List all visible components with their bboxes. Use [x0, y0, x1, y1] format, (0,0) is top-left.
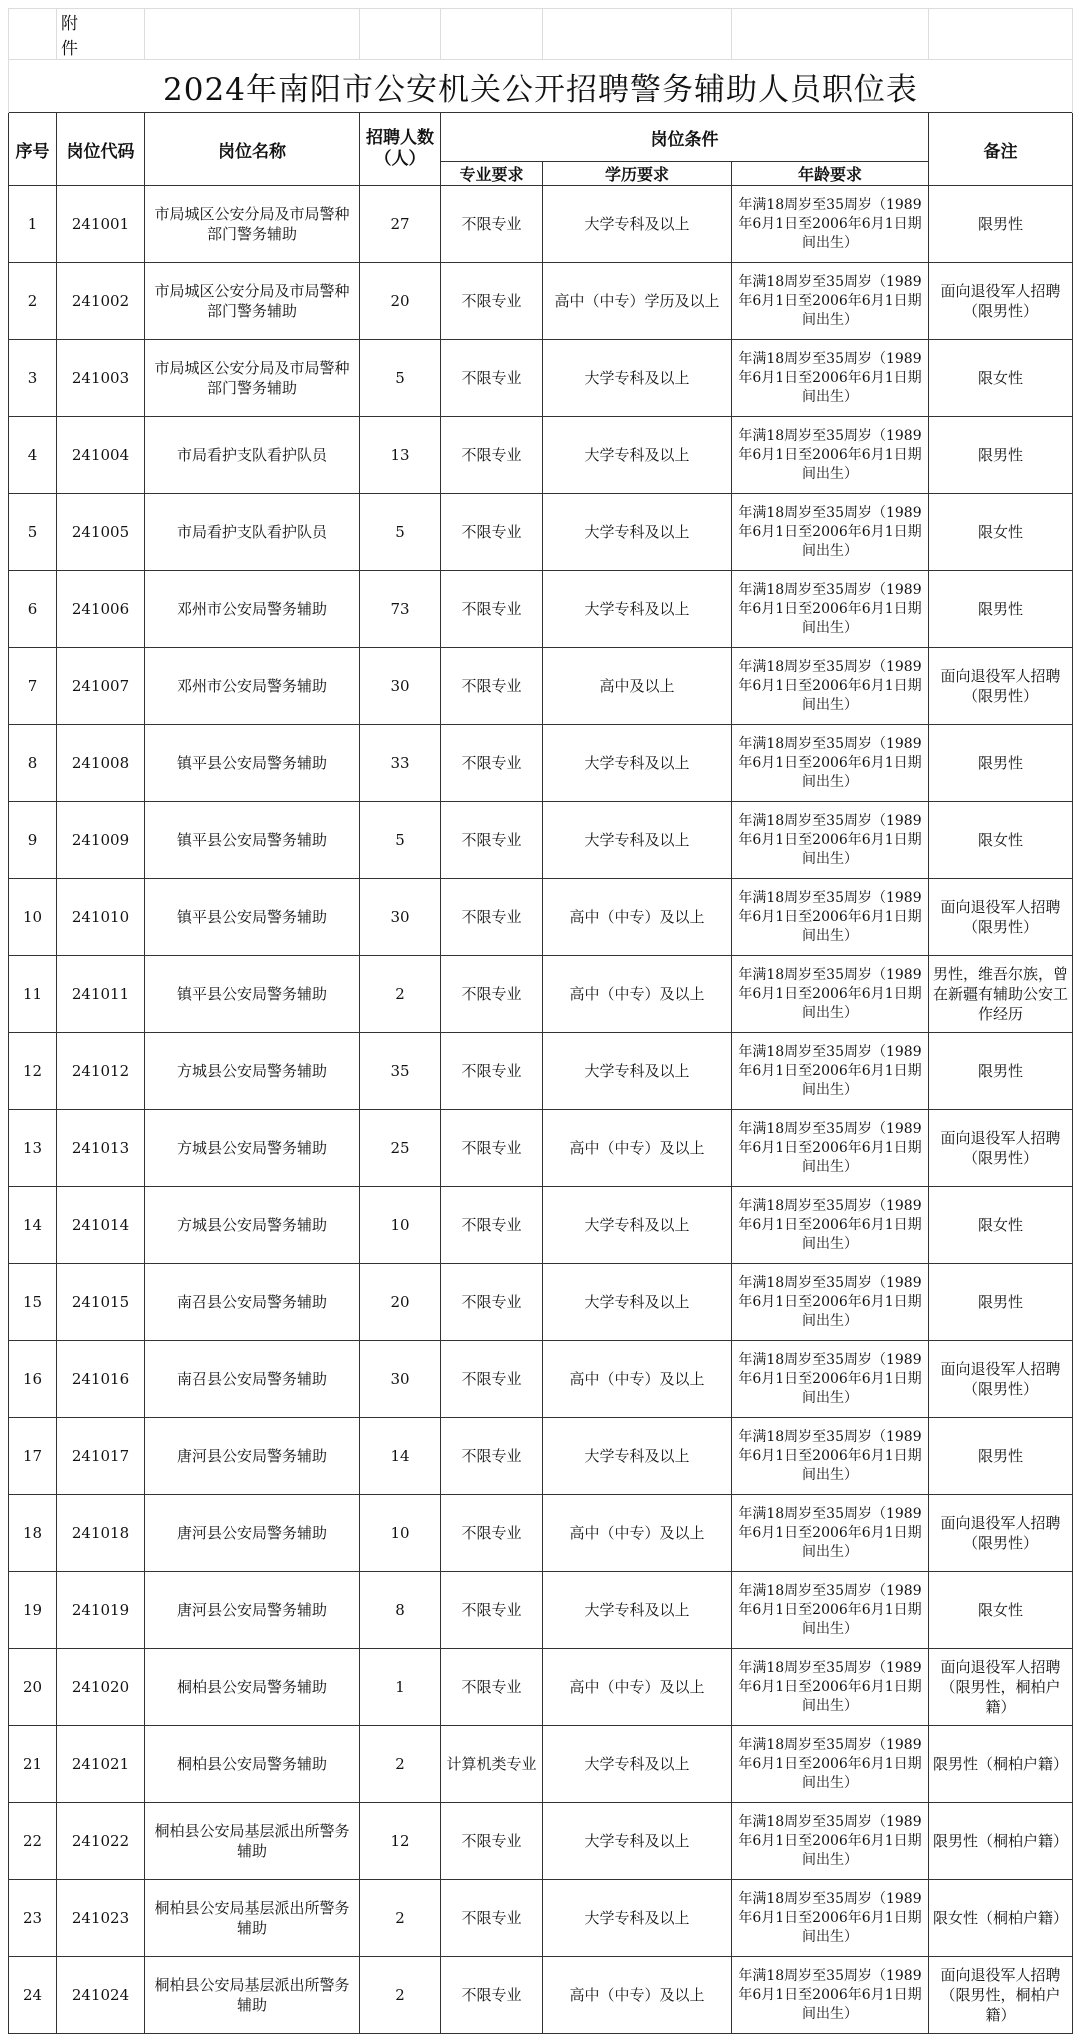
cell-post-name: 市局城区公安分局及市局警种部门警务辅助	[145, 186, 360, 263]
cell-education: 高中（中专）及以上	[543, 1341, 732, 1418]
cell-code: 241003	[57, 340, 145, 417]
cell-count: 25	[360, 1110, 441, 1187]
cell-age: 年满18周岁至35周岁（1989年6月1日至2006年6月1日期间出生）	[732, 494, 929, 571]
cell-count: 14	[360, 1418, 441, 1495]
cell-note: 面向退役军人招聘（限男性）	[929, 879, 1073, 956]
cell-code: 241023	[57, 1880, 145, 1957]
table-row	[9, 1033, 1073, 1110]
cell-age: 年满18周岁至35周岁（1989年6月1日至2006年6月1日期间出生）	[732, 571, 929, 648]
cell-age: 年满18周岁至35周岁（1989年6月1日至2006年6月1日期间出生）	[732, 802, 929, 879]
cell-count: 5	[360, 340, 441, 417]
cell-major: 不限专业	[441, 186, 543, 263]
cell-age: 年满18周岁至35周岁（1989年6月1日至2006年6月1日期间出生）	[732, 1187, 929, 1264]
cell-count: 2	[360, 1957, 441, 2034]
cell-code: 241001	[57, 186, 145, 263]
cell-age: 年满18周岁至35周岁（1989年6月1日至2006年6月1日期间出生）	[732, 1418, 929, 1495]
cell-code: 241019	[57, 1572, 145, 1649]
cell-age: 年满18周岁至35周岁（1989年6月1日至2006年6月1日期间出生）	[732, 417, 929, 494]
cell-note: 限男性	[929, 1033, 1073, 1110]
table-row	[9, 1880, 1073, 1957]
cell-major: 不限专业	[441, 1880, 543, 1957]
header-code: 岗位代码	[57, 113, 145, 186]
table-row	[9, 1341, 1073, 1418]
cell-education: 高中（中专）及以上	[543, 1957, 732, 2034]
cell-education: 大学专科及以上	[543, 1264, 732, 1341]
job-table-sheet	[8, 8, 1072, 2034]
cell-seq: 18	[9, 1495, 57, 1572]
cell-note: 限男性	[929, 725, 1073, 802]
cell-code: 241008	[57, 725, 145, 802]
cell-count: 2	[360, 1726, 441, 1803]
cell-post-name: 方城县公安局警务辅助	[145, 1033, 360, 1110]
header-row-1	[9, 113, 1073, 162]
cell-post-name: 镇平县公安局警务辅助	[145, 802, 360, 879]
cell-seq: 8	[9, 725, 57, 802]
cell-count: 10	[360, 1495, 441, 1572]
cell-seq: 3	[9, 340, 57, 417]
cell-code: 241009	[57, 802, 145, 879]
cell-count: 30	[360, 648, 441, 725]
cell-code: 241012	[57, 1033, 145, 1110]
cell-education: 高中（中专）学历及以上	[543, 263, 732, 340]
cell-age: 年满18周岁至35周岁（1989年6月1日至2006年6月1日期间出生）	[732, 1572, 929, 1649]
cell-education: 大学专科及以上	[543, 1803, 732, 1880]
cell-major: 不限专业	[441, 1110, 543, 1187]
cell-code: 241007	[57, 648, 145, 725]
cell-seq: 16	[9, 1341, 57, 1418]
cell-code: 241011	[57, 956, 145, 1033]
cell-note: 限女性	[929, 340, 1073, 417]
cell-seq: 7	[9, 648, 57, 725]
cell-major: 不限专业	[441, 1649, 543, 1726]
cell-code: 241013	[57, 1110, 145, 1187]
table-row	[9, 340, 1073, 417]
cell-seq: 9	[9, 802, 57, 879]
title-row	[9, 60, 1073, 113]
cell-age: 年满18周岁至35周岁（1989年6月1日至2006年6月1日期间出生）	[732, 186, 929, 263]
table-row	[9, 879, 1073, 956]
cell-note: 男性，维吾尔族，曾在新疆有辅助公安工作经历	[929, 956, 1073, 1033]
header-count: 招聘人数（人）	[360, 113, 441, 186]
cell-code: 241016	[57, 1341, 145, 1418]
cell-post-name: 桐柏县公安局基层派出所警务辅助	[145, 1957, 360, 2034]
cell-education: 大学专科及以上	[543, 494, 732, 571]
cell-major: 不限专业	[441, 648, 543, 725]
cell-note: 限女性	[929, 802, 1073, 879]
table-row	[9, 1264, 1073, 1341]
cell-note: 限男性	[929, 1264, 1073, 1341]
cell-major: 不限专业	[441, 417, 543, 494]
attachment-label: 附件	[9, 9, 57, 60]
cell-education: 大学专科及以上	[543, 1187, 732, 1264]
header-name: 岗位名称	[145, 113, 360, 186]
cell-post-name: 镇平县公安局警务辅助	[145, 956, 360, 1033]
cell-code: 241022	[57, 1803, 145, 1880]
cell-age: 年满18周岁至35周岁（1989年6月1日至2006年6月1日期间出生）	[732, 1033, 929, 1110]
table-row	[9, 956, 1073, 1033]
cell-count: 30	[360, 1341, 441, 1418]
table-row	[9, 1495, 1073, 1572]
cell-post-name: 唐河县公安局警务辅助	[145, 1418, 360, 1495]
cell-post-name: 邓州市公安局警务辅助	[145, 648, 360, 725]
cell-education: 大学专科及以上	[543, 725, 732, 802]
cell-major: 不限专业	[441, 494, 543, 571]
cell-count: 1	[360, 1649, 441, 1726]
cell-major: 不限专业	[441, 1803, 543, 1880]
cell-code: 241024	[57, 1957, 145, 2034]
cell-note: 限女性	[929, 494, 1073, 571]
table-row	[9, 1418, 1073, 1495]
cell-age: 年满18周岁至35周岁（1989年6月1日至2006年6月1日期间出生）	[732, 879, 929, 956]
cell-major: 不限专业	[441, 571, 543, 648]
cell-post-name: 桐柏县公安局基层派出所警务辅助	[145, 1803, 360, 1880]
cell-major: 不限专业	[441, 1495, 543, 1572]
cell-education: 大学专科及以上	[543, 340, 732, 417]
cell-seq: 11	[9, 956, 57, 1033]
cell-code: 241002	[57, 263, 145, 340]
cell-note: 面向退役军人招聘（限男性）	[929, 648, 1073, 725]
cell-count: 2	[360, 956, 441, 1033]
cell-education: 大学专科及以上	[543, 417, 732, 494]
cell-education: 大学专科及以上	[543, 186, 732, 263]
cell-note: 面向退役军人招聘（限男性）	[929, 263, 1073, 340]
cell-major: 不限专业	[441, 1341, 543, 1418]
cell-seq: 4	[9, 417, 57, 494]
header-education: 学历要求	[543, 162, 732, 186]
page-title: 2024年南阳市公安机关公开招聘警务辅助人员职位表	[9, 60, 1073, 113]
cell-note: 限男性	[929, 571, 1073, 648]
cell-count: 2	[360, 1880, 441, 1957]
table-row	[9, 802, 1073, 879]
cell-count: 10	[360, 1187, 441, 1264]
cell-note: 面向退役军人招聘（限男性）	[929, 1341, 1073, 1418]
cell-major: 不限专业	[441, 1572, 543, 1649]
cell-note: 面向退役军人招聘（限男性）	[929, 1110, 1073, 1187]
cell-count: 27	[360, 186, 441, 263]
header-major: 专业要求	[441, 162, 543, 186]
cell-major: 不限专业	[441, 956, 543, 1033]
table-row	[9, 494, 1073, 571]
cell-major: 不限专业	[441, 879, 543, 956]
cell-post-name: 市局城区公安分局及市局警种部门警务辅助	[145, 263, 360, 340]
cell-code: 241020	[57, 1649, 145, 1726]
cell-age: 年满18周岁至35周岁（1989年6月1日至2006年6月1日期间出生）	[732, 1341, 929, 1418]
cell-seq: 23	[9, 1880, 57, 1957]
cell-major: 不限专业	[441, 1418, 543, 1495]
cell-count: 13	[360, 417, 441, 494]
cell-education: 高中（中专）及以上	[543, 1649, 732, 1726]
cell-age: 年满18周岁至35周岁（1989年6月1日至2006年6月1日期间出生）	[732, 1110, 929, 1187]
cell-education: 高中（中专）及以上	[543, 1495, 732, 1572]
cell-age: 年满18周岁至35周岁（1989年6月1日至2006年6月1日期间出生）	[732, 1495, 929, 1572]
cell-note: 限男性（桐柏户籍）	[929, 1803, 1073, 1880]
table-row	[9, 1649, 1073, 1726]
cell-education: 高中（中专）及以上	[543, 1110, 732, 1187]
cell-major: 不限专业	[441, 1033, 543, 1110]
cell-education: 大学专科及以上	[543, 802, 732, 879]
cell-education: 大学专科及以上	[543, 571, 732, 648]
cell-major: 不限专业	[441, 263, 543, 340]
cell-seq: 10	[9, 879, 57, 956]
table-row	[9, 1803, 1073, 1880]
cell-count: 73	[360, 571, 441, 648]
cell-age: 年满18周岁至35周岁（1989年6月1日至2006年6月1日期间出生）	[732, 648, 929, 725]
cell-major: 计算机类专业	[441, 1726, 543, 1803]
cell-major: 不限专业	[441, 1264, 543, 1341]
cell-note: 限男性	[929, 186, 1073, 263]
cell-age: 年满18周岁至35周岁（1989年6月1日至2006年6月1日期间出生）	[732, 263, 929, 340]
header-age: 年龄要求	[732, 162, 929, 186]
cell-count: 20	[360, 1264, 441, 1341]
cell-code: 241015	[57, 1264, 145, 1341]
cell-note: 限男性	[929, 1418, 1073, 1495]
cell-count: 33	[360, 725, 441, 802]
cell-major: 不限专业	[441, 802, 543, 879]
cell-education: 高中（中专）及以上	[543, 956, 732, 1033]
cell-seq: 22	[9, 1803, 57, 1880]
cell-major: 不限专业	[441, 1957, 543, 2034]
cell-post-name: 桐柏县公安局警务辅助	[145, 1649, 360, 1726]
cell-age: 年满18周岁至35周岁（1989年6月1日至2006年6月1日期间出生）	[732, 1957, 929, 2034]
cell-code: 241006	[57, 571, 145, 648]
cell-age: 年满18周岁至35周岁（1989年6月1日至2006年6月1日期间出生）	[732, 1803, 929, 1880]
cell-count: 5	[360, 802, 441, 879]
cell-note: 面向退役军人招聘（限男性，桐柏户籍）	[929, 1649, 1073, 1726]
cell-seq: 1	[9, 186, 57, 263]
cell-post-name: 市局看护支队看护队员	[145, 494, 360, 571]
cell-age: 年满18周岁至35周岁（1989年6月1日至2006年6月1日期间出生）	[732, 1649, 929, 1726]
cell-note: 面向退役军人招聘（限男性）	[929, 1495, 1073, 1572]
cell-post-name: 方城县公安局警务辅助	[145, 1187, 360, 1264]
cell-post-name: 唐河县公安局警务辅助	[145, 1572, 360, 1649]
cell-count: 5	[360, 494, 441, 571]
cell-post-name: 南召县公安局警务辅助	[145, 1264, 360, 1341]
cell-education: 大学专科及以上	[543, 1572, 732, 1649]
cell-note: 限女性	[929, 1187, 1073, 1264]
cell-seq: 2	[9, 263, 57, 340]
table-row	[9, 725, 1073, 802]
cell-age: 年满18周岁至35周岁（1989年6月1日至2006年6月1日期间出生）	[732, 1880, 929, 1957]
cell-education: 大学专科及以上	[543, 1726, 732, 1803]
cell-count: 30	[360, 879, 441, 956]
cell-seq: 5	[9, 494, 57, 571]
cell-post-name: 唐河县公安局警务辅助	[145, 1495, 360, 1572]
cell-post-name: 南召县公安局警务辅助	[145, 1341, 360, 1418]
cell-note: 限女性	[929, 1572, 1073, 1649]
cell-seq: 24	[9, 1957, 57, 2034]
cell-age: 年满18周岁至35周岁（1989年6月1日至2006年6月1日期间出生）	[732, 1264, 929, 1341]
cell-education: 大学专科及以上	[543, 1880, 732, 1957]
header-conditions: 岗位条件	[441, 113, 929, 162]
table-row	[9, 1110, 1073, 1187]
cell-education: 高中及以上	[543, 648, 732, 725]
cell-seq: 6	[9, 571, 57, 648]
cell-post-name: 桐柏县公安局警务辅助	[145, 1726, 360, 1803]
cell-note: 限男性（桐柏户籍）	[929, 1726, 1073, 1803]
cell-seq: 20	[9, 1649, 57, 1726]
cell-code: 241004	[57, 417, 145, 494]
cell-major: 不限专业	[441, 340, 543, 417]
cell-seq: 15	[9, 1264, 57, 1341]
cell-post-name: 方城县公安局警务辅助	[145, 1110, 360, 1187]
cell-age: 年满18周岁至35周岁（1989年6月1日至2006年6月1日期间出生）	[732, 340, 929, 417]
cell-education: 大学专科及以上	[543, 1033, 732, 1110]
cell-age: 年满18周岁至35周岁（1989年6月1日至2006年6月1日期间出生）	[732, 725, 929, 802]
table-row	[9, 571, 1073, 648]
table-row	[9, 263, 1073, 340]
cell-age: 年满18周岁至35周岁（1989年6月1日至2006年6月1日期间出生）	[732, 1726, 929, 1803]
cell-code: 241017	[57, 1418, 145, 1495]
table-row	[9, 186, 1073, 263]
cell-count: 12	[360, 1803, 441, 1880]
attachment-row	[9, 9, 1073, 60]
cell-education: 大学专科及以上	[543, 1418, 732, 1495]
cell-count: 20	[360, 263, 441, 340]
cell-count: 8	[360, 1572, 441, 1649]
cell-code: 241014	[57, 1187, 145, 1264]
cell-post-name: 镇平县公安局警务辅助	[145, 725, 360, 802]
cell-code: 241021	[57, 1726, 145, 1803]
header-note: 备注	[929, 113, 1073, 186]
header-seq: 序号	[9, 113, 57, 186]
cell-note: 限女性（桐柏户籍）	[929, 1880, 1073, 1957]
cell-note: 限男性	[929, 417, 1073, 494]
cell-note: 面向退役军人招聘（限男性，桐柏户籍）	[929, 1957, 1073, 2034]
table-row	[9, 1957, 1073, 2034]
cell-post-name: 镇平县公安局警务辅助	[145, 879, 360, 956]
cell-post-name: 市局看护支队看护队员	[145, 417, 360, 494]
table-row	[9, 417, 1073, 494]
table-row	[9, 1187, 1073, 1264]
table-row	[9, 648, 1073, 725]
cell-code: 241018	[57, 1495, 145, 1572]
cell-post-name: 邓州市公安局警务辅助	[145, 571, 360, 648]
cell-major: 不限专业	[441, 725, 543, 802]
cell-major: 不限专业	[441, 1187, 543, 1264]
cell-seq: 21	[9, 1726, 57, 1803]
cell-seq: 19	[9, 1572, 57, 1649]
cell-seq: 17	[9, 1418, 57, 1495]
cell-count: 35	[360, 1033, 441, 1110]
cell-seq: 12	[9, 1033, 57, 1110]
cell-code: 241010	[57, 879, 145, 956]
cell-education: 高中（中专）及以上	[543, 879, 732, 956]
cell-post-name: 市局城区公安分局及市局警种部门警务辅助	[145, 340, 360, 417]
cell-seq: 13	[9, 1110, 57, 1187]
table-row	[9, 1572, 1073, 1649]
cell-seq: 14	[9, 1187, 57, 1264]
table-row	[9, 1726, 1073, 1803]
cell-post-name: 桐柏县公安局基层派出所警务辅助	[145, 1880, 360, 1957]
cell-code: 241005	[57, 494, 145, 571]
cell-age: 年满18周岁至35周岁（1989年6月1日至2006年6月1日期间出生）	[732, 956, 929, 1033]
job-table	[8, 8, 1073, 2034]
